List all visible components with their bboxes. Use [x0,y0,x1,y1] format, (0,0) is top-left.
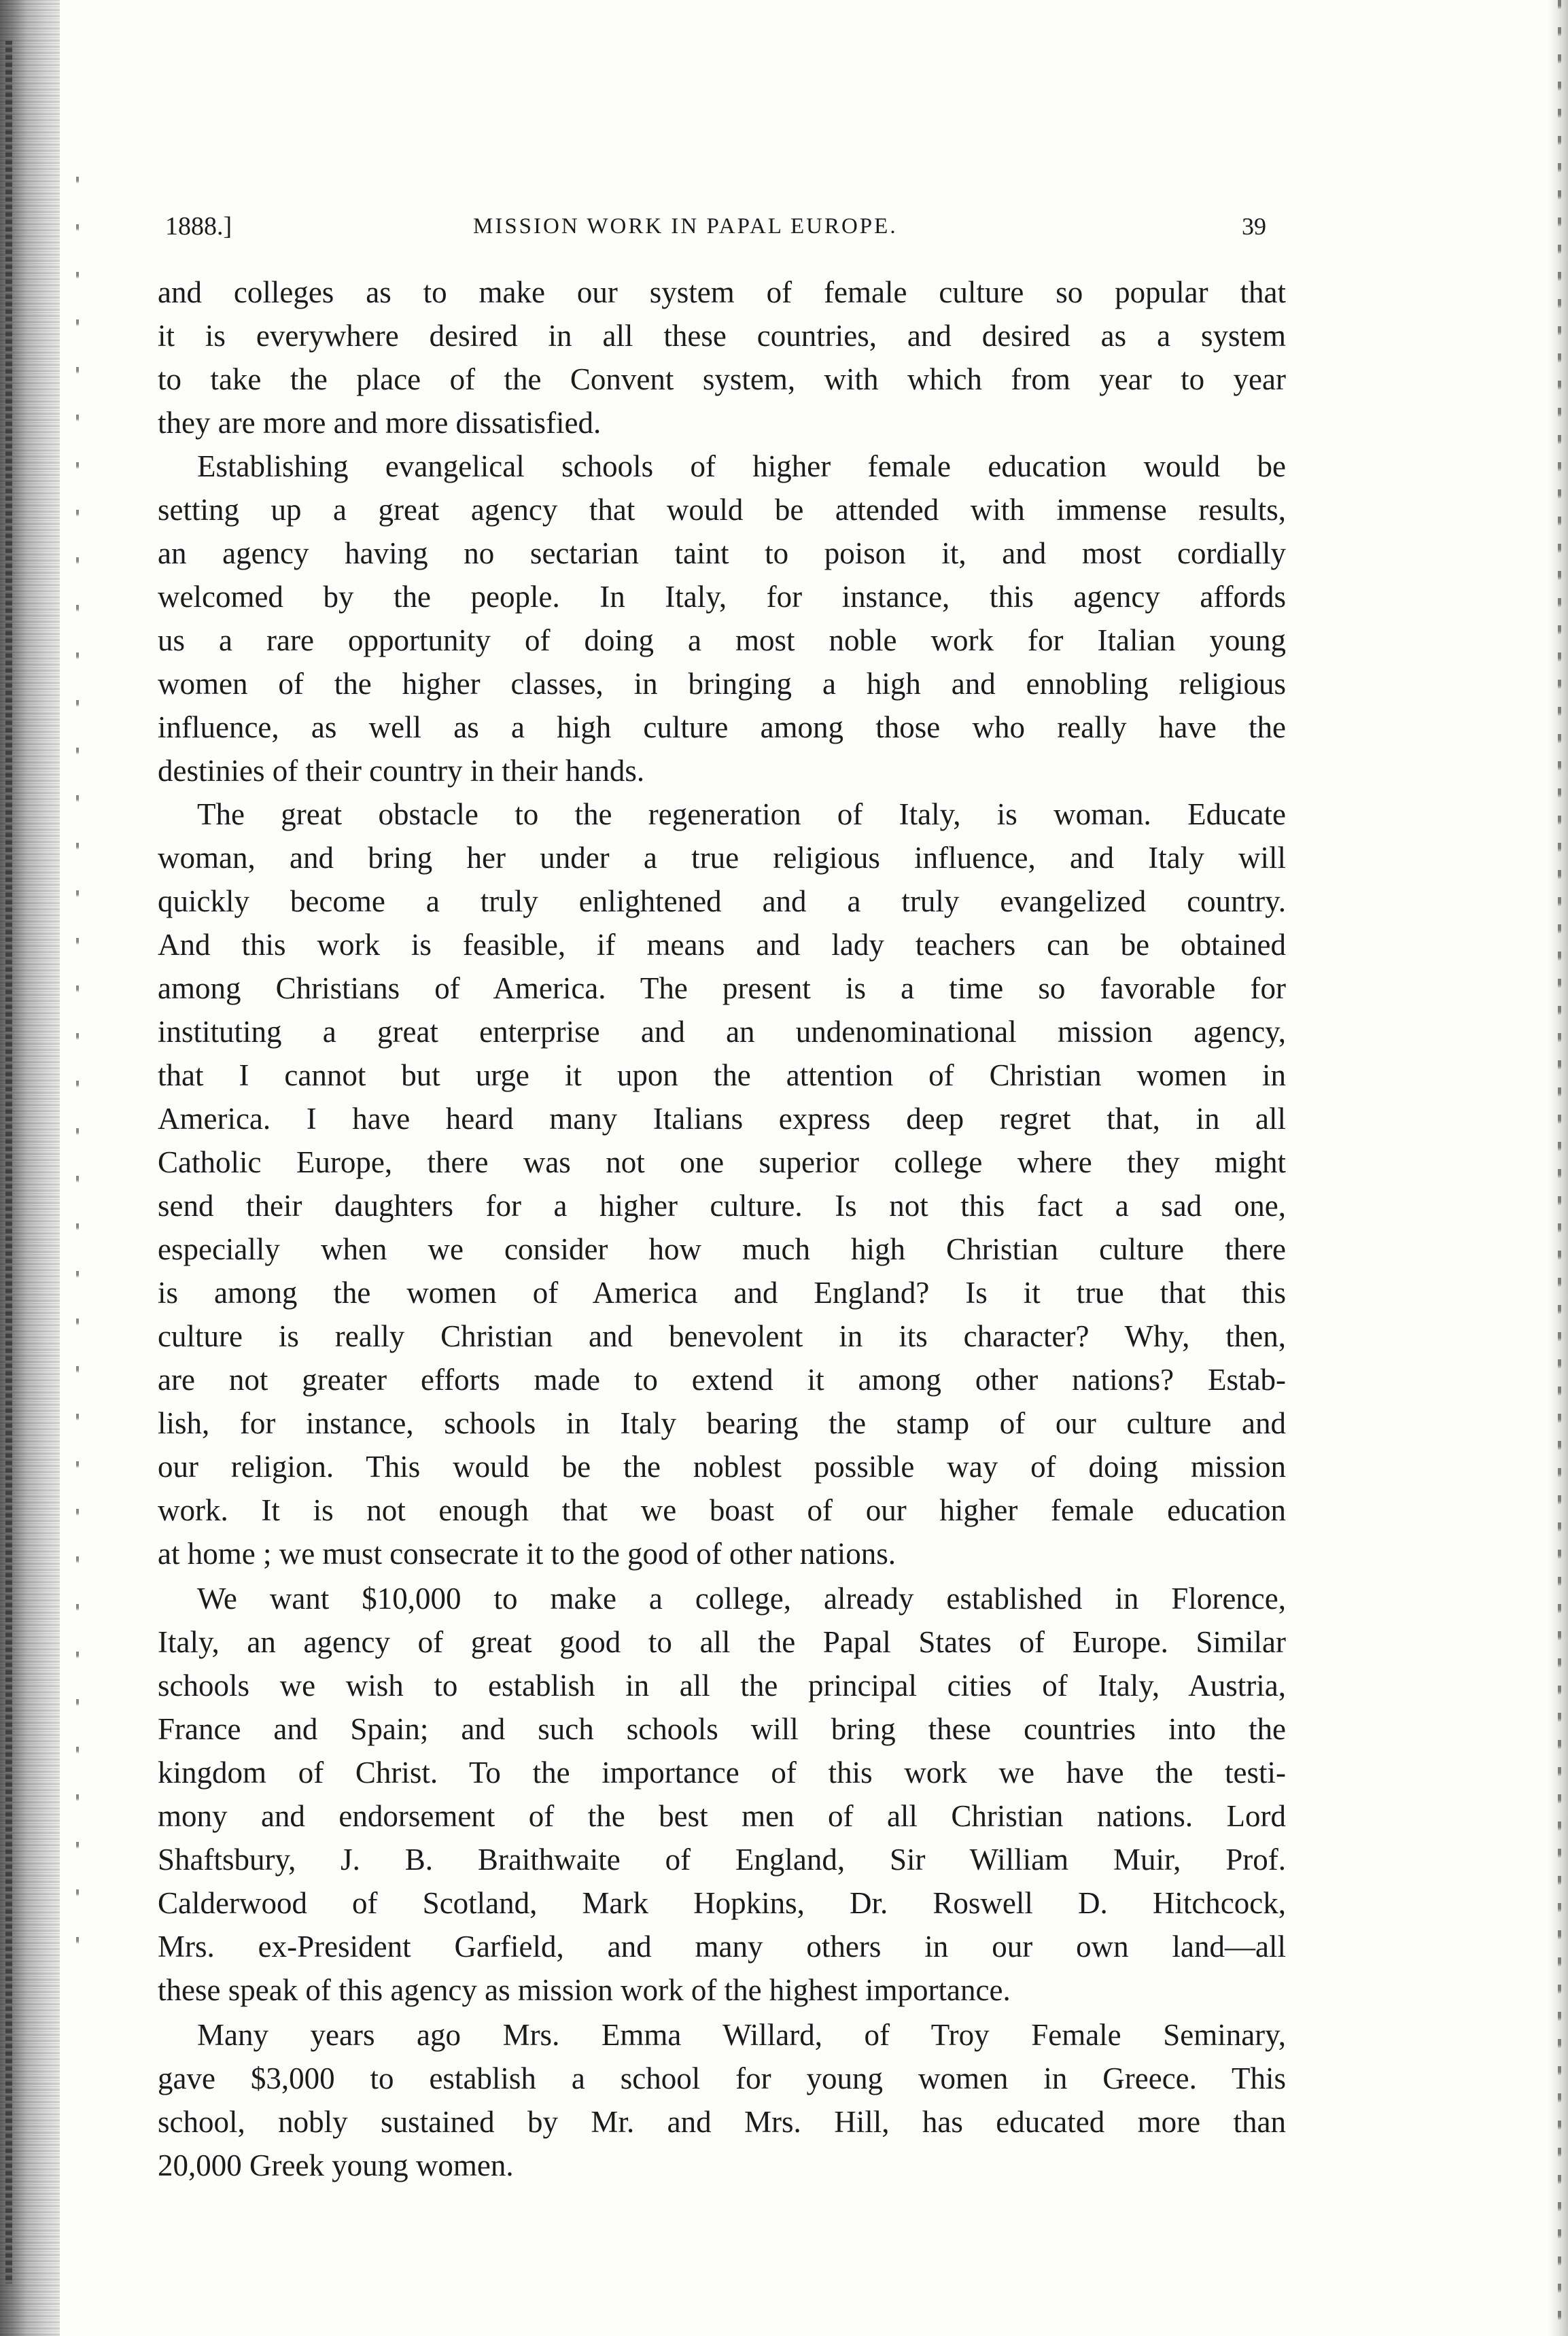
text-line: among Christians of America. The present is a time so favorable for [158,971,1286,1005]
text-line: at home ; we must consecrate it to the good of other nations. [158,1537,896,1571]
text-line: it is everywhere desired in all these countries, and desired as a system [158,319,1286,353]
text-line: schools we wish to establish in all the principal cities of Italy, Austria, [158,1669,1286,1703]
text-line: gave $3,000 to establish a school for young women in Greece. This [158,2061,1286,2095]
text-line: especially when we consider how much high Christian culture there [158,1232,1286,1266]
text-line: Establishing evangelical schools of higher female education would be [197,449,1286,483]
text-line: woman, and bring her under a true religious influence, and Italy will [158,841,1286,875]
text-line: setting up a great agency that would be attended with immense results, [158,493,1286,527]
text-line: and colleges as to make our system of female culture so popular that [158,275,1286,309]
text-line: us a rare opportunity of doing a most noble work for Italian young [158,623,1286,657]
text-line: culture is really Christian and benevolent in its character? Why, then, [158,1319,1286,1353]
body-text [158,271,1286,2187]
text-line: lish, for instance, schools in Italy bearing the stamp of our culture and [158,1406,1286,1440]
text-line: We want $10,000 to make a college, already established in Florence, [197,1582,1286,1616]
text-line: America. I have heard many Italians express deep regret that, in all [158,1102,1286,1136]
text-line: an agency having no sectarian taint to poison it, and most cordially [158,536,1286,570]
text-line: welcomed by the people. In Italy, for instance, this agency affords [158,580,1286,614]
text-line: France and Spain; and such schools will bring these countries into the [158,1712,1286,1746]
text-line: women of the higher classes, in bringing a high and ennobling religious [158,667,1286,701]
text-line: mony and endorsement of the best men of all Christian nations. Lord [158,1799,1286,1833]
right-edge-shadow [1548,0,1568,2336]
text-line: is among the women of America and England? Is it true that this [158,1276,1286,1310]
running-head-year: 1888.] [165,212,232,241]
text-line: kingdom of Christ. To the importance of this work we have the testi- [158,1756,1286,1790]
text-line: quickly become a truly enlightened and a truly evangelized country. [158,884,1286,918]
text-line: destinies of their country in their hands. [158,754,645,788]
text-line: Calderwood of Scotland, Mark Hopkins, Dr. Roswell D. Hitchcock, [158,1886,1286,1920]
text-line: our religion. This would be the noblest possible way of doing mission [158,1450,1286,1484]
text-line: Catholic Europe, there was not one superior college where they might [158,1145,1286,1179]
text-line: The great obstacle to the regeneration of Italy, is woman. Educate [197,797,1286,831]
text-line: that I cannot but urge it upon the attention of Christian women in [158,1058,1286,1092]
binding-shadow [0,0,60,2336]
text-line: And this work is feasible, if means and lady teachers can be obtained [158,928,1286,962]
running-head [165,209,1266,243]
text-line: instituting a great enterprise and an undenominational mission agency, [158,1015,1286,1049]
text-line: to take the place of the Convent system, with which from year to year [158,362,1286,396]
margin-marks [76,177,79,1944]
text-line: 20,000 Greek young women. [158,2148,514,2182]
text-line: are not greater efforts made to extend it among other nations? Estab- [158,1363,1286,1397]
page-number: 39 [1242,213,1266,240]
text-line: Shaftsbury, J. B. Braithwaite of England, Sir William Muir, Prof. [158,1843,1286,1877]
text-line: school, nobly sustained by Mr. and Mrs. Hill, has educated more than [158,2105,1286,2139]
text-line: send their daughters for a higher culture. Is not this fact a sad one, [158,1189,1286,1223]
text-line: Italy, an agency of great good to all the Papal States of Europe. Similar [158,1625,1286,1659]
text-line: Mrs. ex-President Garfield, and many others in our own land—all [158,1930,1286,1964]
text-line: these speak of this agency as mission work of the highest importance. [158,1973,1011,2007]
text-line: work. It is not enough that we boast of our higher female education [158,1493,1286,1527]
running-head-title: MISSION WORK IN PAPAL EUROPE. [473,214,898,239]
text-line: influence, as well as a high culture among those who really have the [158,710,1286,744]
text-line: they are more and more dissatisfied. [158,406,602,440]
text-line: Many years ago Mrs. Emma Willard, of Troy Female Seminary, [197,2018,1286,2052]
